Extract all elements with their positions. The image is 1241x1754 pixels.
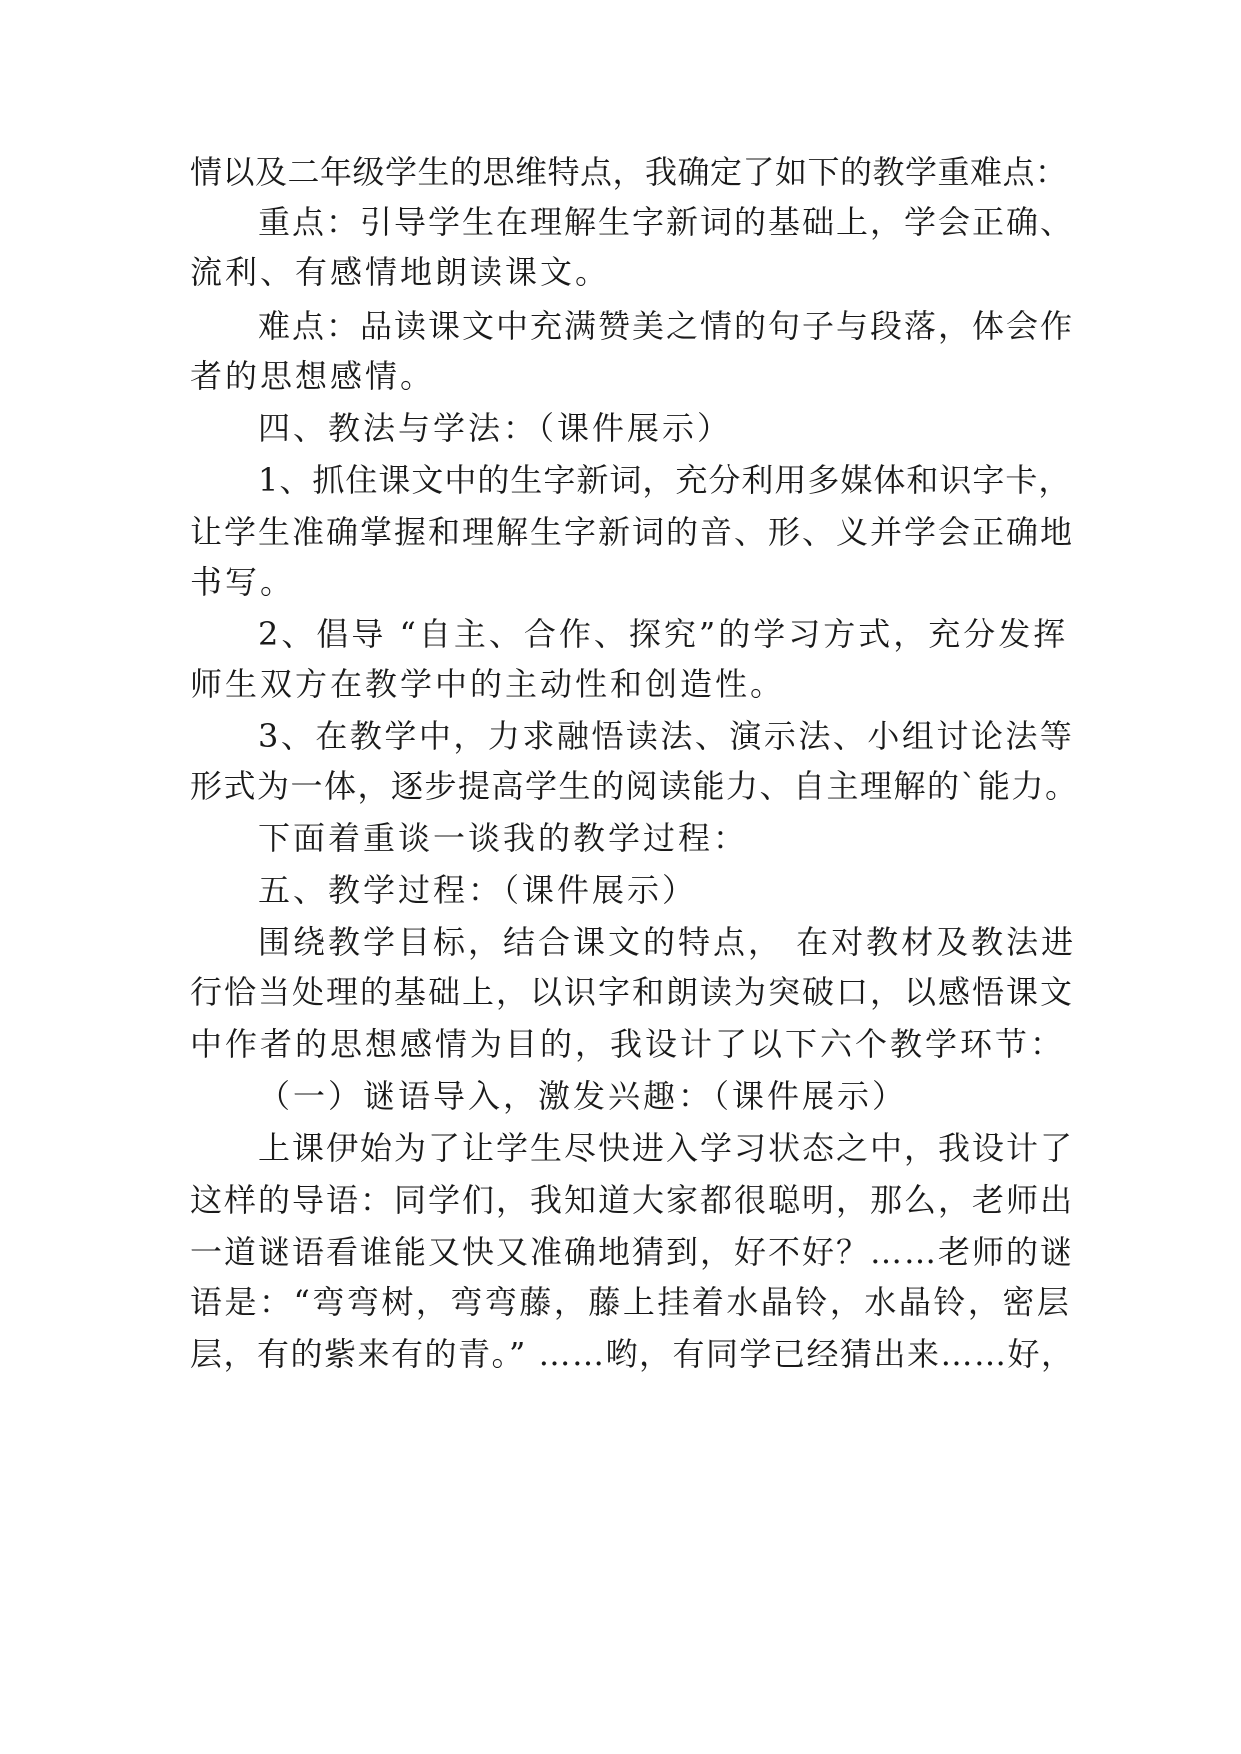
text-line: 四、教法与学法：（课件展示） [258, 409, 733, 447]
text-line: 行恰当处理的基础上，以识字和朗读为突破口，以感悟课文 [190, 973, 1075, 1011]
text-line: 层，有的紫来有的青。” ……哟，有同学已经猜出来……好， [190, 1335, 1075, 1373]
text-line: 2、倡导 “自主、合作、探究”的学习方式，充分发挥 [258, 615, 1069, 653]
text-line: 中作者的思想感情为目的，我设计了以下六个教学环节： [190, 1025, 1066, 1063]
text-line: 师生双方在教学中的主动性和创造性。 [190, 665, 786, 703]
text-line: 让学生准确掌握和理解生字新词的音、形、义并学会正确地 [190, 513, 1075, 551]
text-line: 者的思想感情。 [190, 357, 436, 395]
text-line: 难点：品读课文中充满赞美之情的句子与段落，体会作 [258, 307, 1075, 345]
text-line: 书写。 [190, 563, 296, 601]
text-line: （一）谜语导入，激发兴趣：（课件展示） [258, 1077, 908, 1115]
text-line: 流利、有感情地朗读课文。 [190, 253, 611, 291]
text-line: 围绕教学目标，结合课文的特点， 在对教材及教法进 [258, 923, 1077, 961]
text-line: 上课伊始为了让学生尽快进入学习状态之中，我设计了 [258, 1129, 1075, 1167]
text-line: 1、抓住课文中的生字新词，充分利用多媒体和识字卡， [258, 461, 1072, 499]
text-line: 五、教学过程：（课件展示） [258, 871, 698, 909]
text-line: 情以及二年级学生的思维特点，我确定了如下的教学重难点： [190, 153, 1068, 191]
text-line: 这样的导语：同学们，我知道大家都很聪明，那么，老师出 [190, 1181, 1075, 1219]
text-line: 3、在教学中，力求融悟读法、演示法、小组讨论法等 [258, 717, 1075, 755]
text-line: 语是：“弯弯树，弯弯藤，藤上挂着水晶铃，水晶铃，密层 [190, 1283, 1072, 1321]
text-line: 下面着重谈一谈我的教学过程： [258, 819, 749, 857]
text-line: 重点：引导学生在理解生字新词的基础上，学会正确、 [258, 203, 1075, 241]
text-line: 形式为一体，逐步提高学生的阅读能力、自主理解的`能力。 [190, 767, 1079, 805]
text-line: 一道谜语看谁能又快又准确地猜到，好不好？……老师的谜 [190, 1233, 1075, 1271]
